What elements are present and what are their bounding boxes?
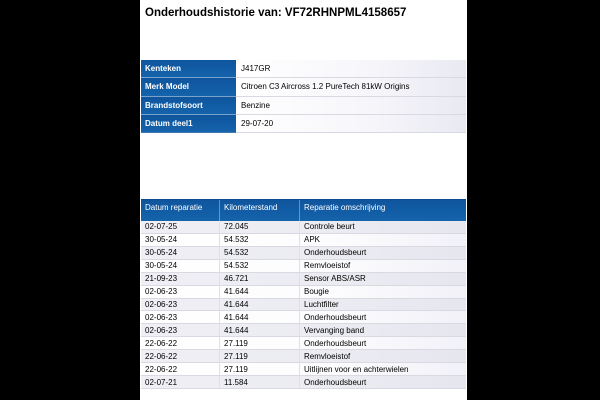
cell-datum-reparatie: 02-06-23 (141, 299, 220, 312)
table-row (141, 363, 466, 376)
cell-datum-reparatie: 02-07-25 (141, 221, 220, 234)
table-row (141, 260, 466, 273)
table-row (141, 286, 466, 299)
history-table (141, 199, 466, 389)
table-row (141, 247, 466, 260)
cell-kilometerstand: 11.584 (220, 376, 300, 389)
table-row (141, 311, 466, 324)
cell-datum-reparatie: 02-06-23 (141, 311, 220, 324)
table-row (141, 234, 466, 247)
vehicle-info-value-merk-model: Citroen C3 Aircross 1.2 PureTech 81kW Origins (236, 78, 466, 96)
vehicle-info-row (141, 97, 466, 115)
cell-reparatie-omschrijving: Vervanging band (300, 324, 466, 337)
vehicle-info-value-brandstofsoort: Benzine (236, 97, 466, 115)
vehicle-info-row (141, 78, 466, 96)
table-row (141, 324, 466, 337)
table-row (141, 221, 466, 234)
cell-reparatie-omschrijving: Sensor ABS/ASR (300, 273, 466, 286)
cell-datum-reparatie: 02-06-23 (141, 324, 220, 337)
vehicle-info-label-brandstofsoort: Brandstofsoort (141, 97, 236, 115)
cell-reparatie-omschrijving: Onderhoudsbeurt (300, 247, 466, 260)
table-row (141, 376, 466, 389)
vehicle-info-label-datum-deel1: Datum deel1 (141, 115, 236, 133)
cell-datum-reparatie: 30-05-24 (141, 247, 220, 260)
vehicle-info-row (141, 60, 466, 78)
table-row (141, 299, 466, 312)
page-title: Onderhoudshistorie van: VF72RHNPML4158657 (145, 7, 407, 19)
cell-reparatie-omschrijving: Onderhoudsbeurt (300, 376, 466, 389)
table-row (141, 273, 466, 286)
cell-reparatie-omschrijving: Uitlijnen voor en achterwielen (300, 363, 466, 376)
cell-kilometerstand: 27.119 (220, 337, 300, 350)
cell-kilometerstand: 41.644 (220, 311, 300, 324)
cell-kilometerstand: 41.644 (220, 299, 300, 312)
cell-datum-reparatie: 02-06-23 (141, 286, 220, 299)
vehicle-info-table (141, 60, 466, 133)
cell-datum-reparatie: 30-05-24 (141, 234, 220, 247)
cell-reparatie-omschrijving: Remvloeistof (300, 350, 466, 363)
cell-reparatie-omschrijving: Onderhoudsbeurt (300, 337, 466, 350)
cell-reparatie-omschrijving: Remvloeistof (300, 260, 466, 273)
cell-kilometerstand: 27.119 (220, 363, 300, 376)
report-page (140, 0, 467, 400)
cell-datum-reparatie: 22-06-22 (141, 337, 220, 350)
vehicle-info-row (141, 115, 466, 133)
table-row (141, 350, 466, 363)
cell-datum-reparatie: 30-05-24 (141, 260, 220, 273)
cell-reparatie-omschrijving: Onderhoudsbeurt (300, 311, 466, 324)
cell-kilometerstand: 54.532 (220, 234, 300, 247)
vehicle-info-label-merk-model: Merk Model (141, 78, 236, 96)
cell-kilometerstand: 41.644 (220, 324, 300, 337)
cell-kilometerstand: 27.119 (220, 350, 300, 363)
vehicle-info-value-datum-deel1: 29-07-20 (236, 115, 466, 133)
cell-kilometerstand: 54.532 (220, 260, 300, 273)
history-col-header-reparatie-omschrijving: Reparatie omschrijving (304, 203, 386, 212)
cell-kilometerstand: 46.721 (220, 273, 300, 286)
history-col-header-datum-reparatie: Datum reparatie (141, 200, 220, 221)
cell-datum-reparatie: 22-06-22 (141, 363, 220, 376)
table-row (141, 337, 466, 350)
cell-reparatie-omschrijving: Controle beurt (300, 221, 466, 234)
vehicle-info-value-kenteken: J417GR (236, 60, 466, 78)
cell-datum-reparatie: 21-09-23 (141, 273, 220, 286)
cell-reparatie-omschrijving: Luchtfilter (300, 299, 466, 312)
cell-reparatie-omschrijving: APK (300, 234, 466, 247)
vehicle-info-label-kenteken: Kenteken (141, 60, 236, 78)
history-table-header (141, 199, 466, 221)
cell-kilometerstand: 41.644 (220, 286, 300, 299)
cell-reparatie-omschrijving: Bougie (300, 286, 466, 299)
cell-kilometerstand: 54.532 (220, 247, 300, 260)
cell-kilometerstand: 72.045 (220, 221, 300, 234)
cell-datum-reparatie: 22-06-22 (141, 350, 220, 363)
cell-datum-reparatie: 02-07-21 (141, 376, 220, 389)
history-col-header-kilometerstand: Kilometerstand (220, 200, 300, 221)
history-table-body (141, 221, 466, 389)
